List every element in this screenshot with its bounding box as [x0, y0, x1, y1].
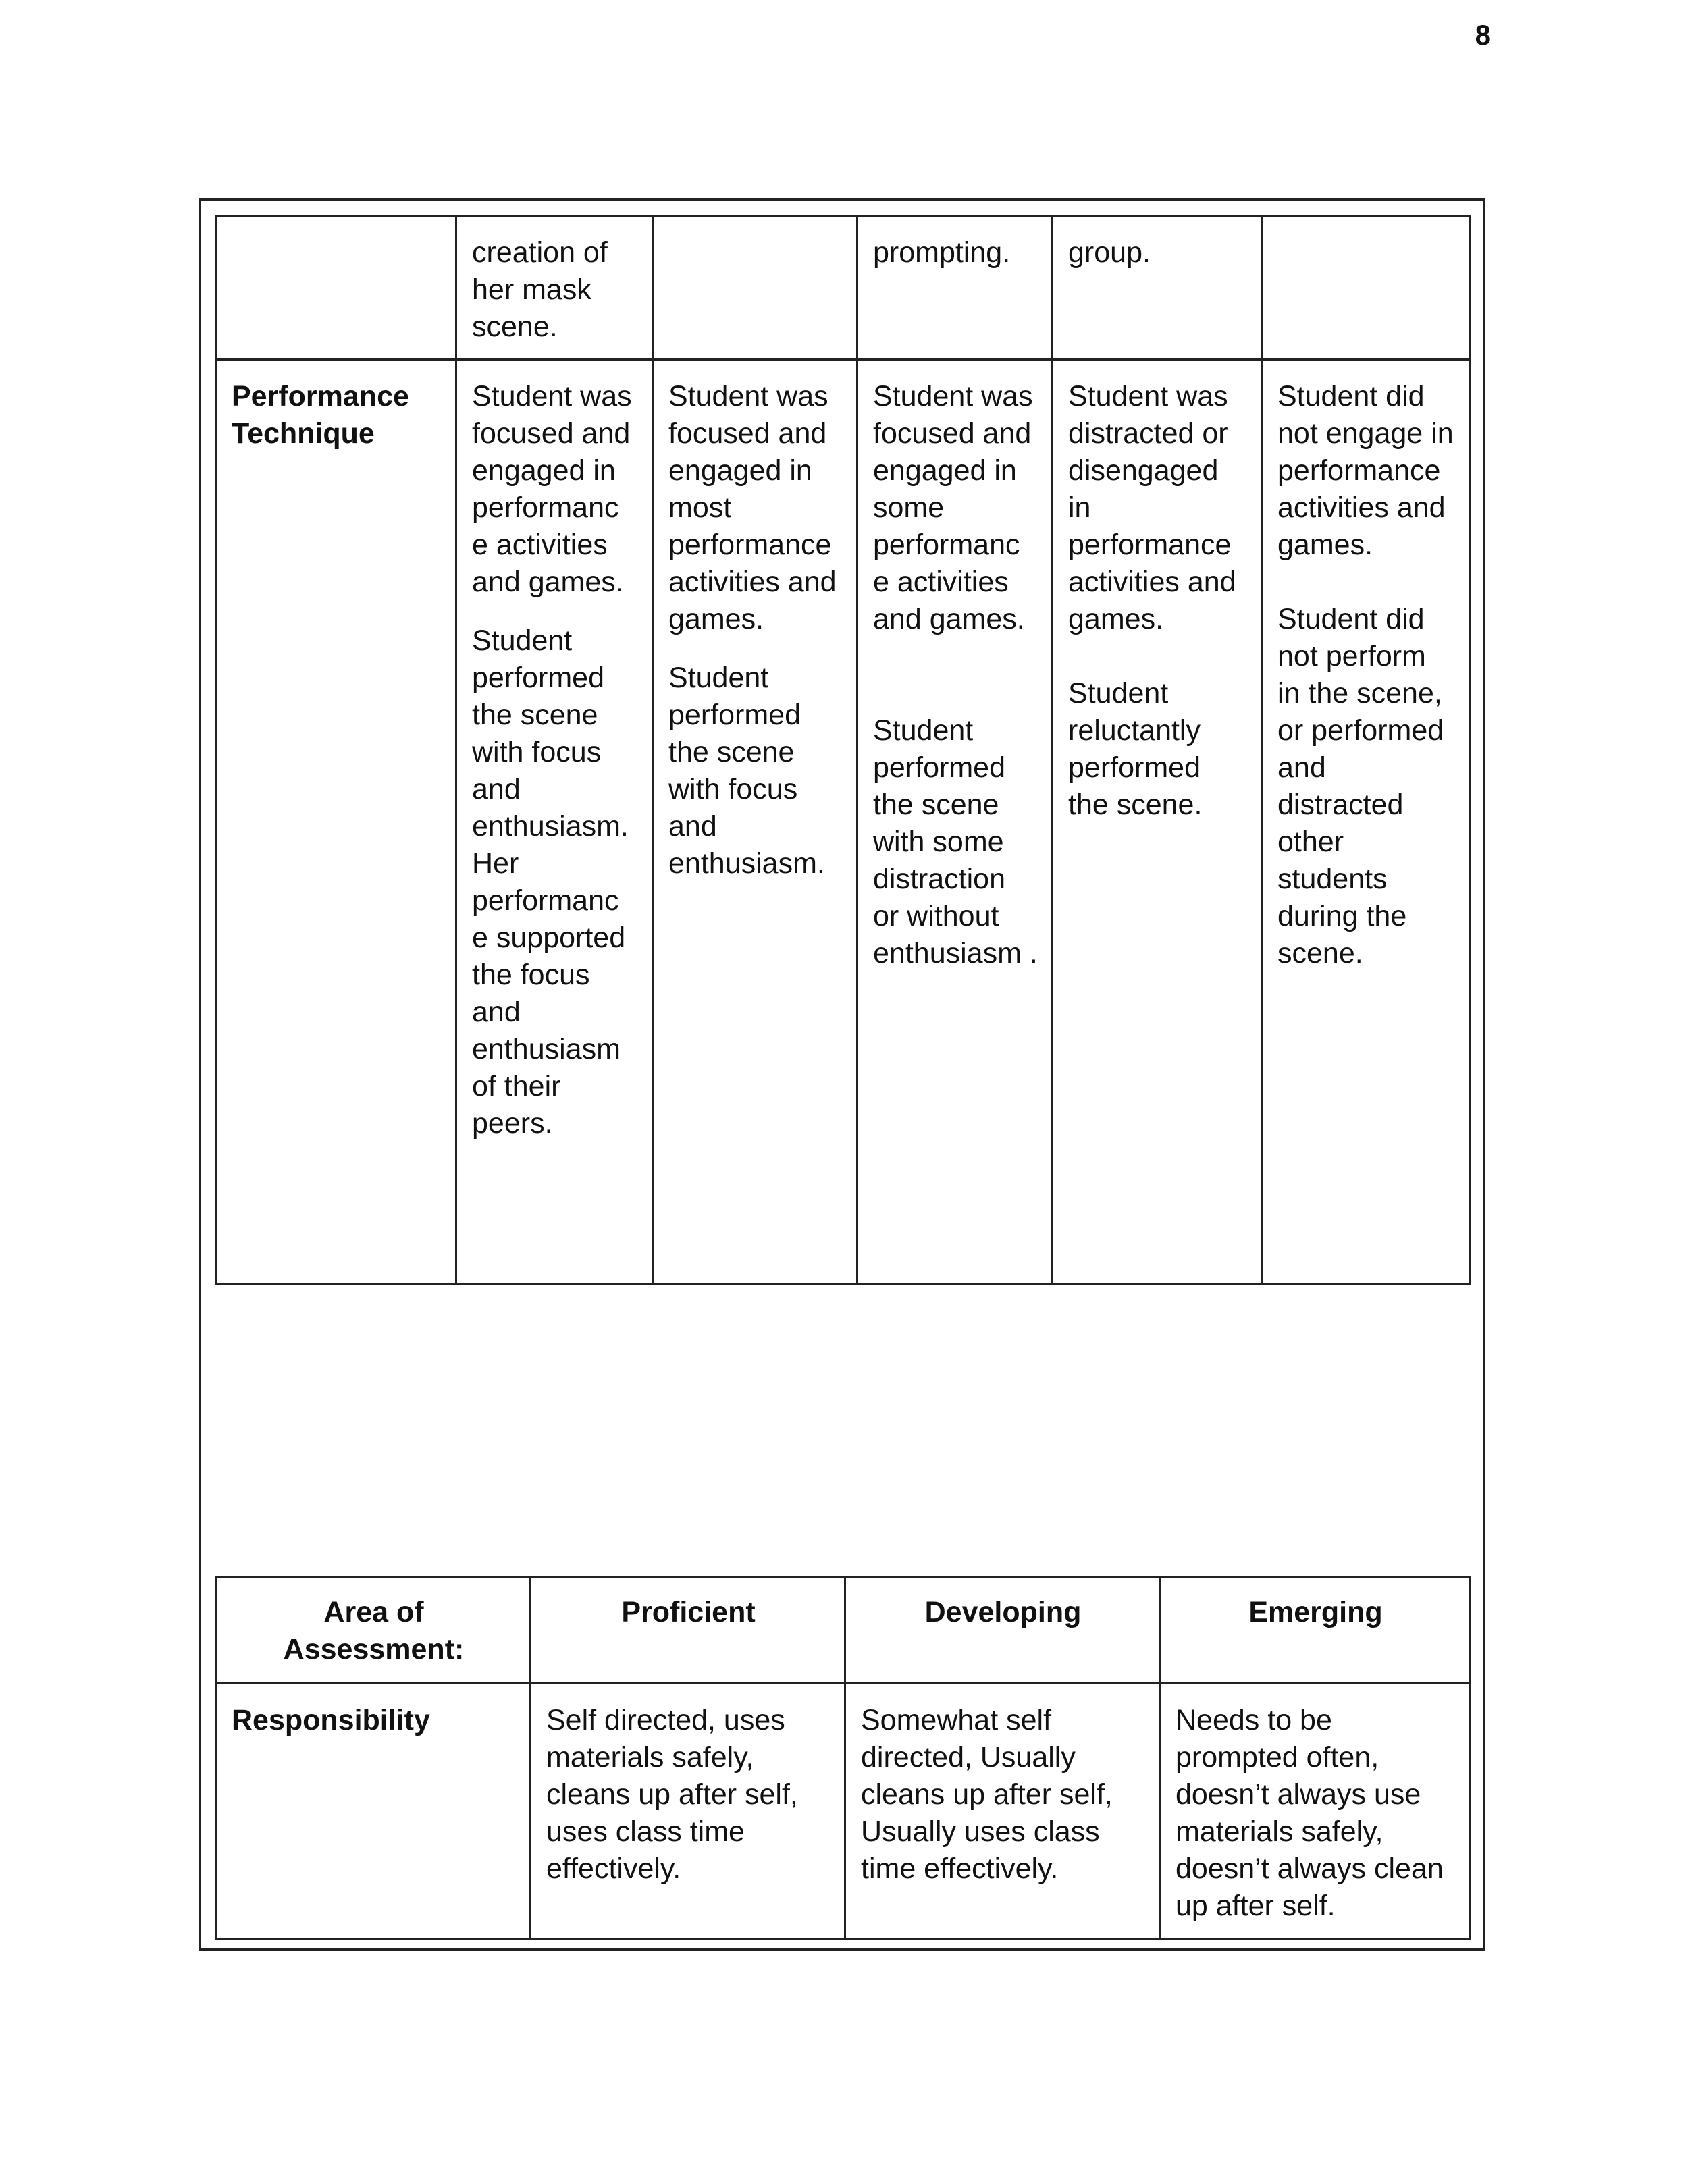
table-cell [456, 360, 653, 1285]
cell-paragraph: Student reluctantly performed the scene. [1068, 677, 1203, 821]
header-area-of-assessment: Area of Assessment: [216, 1577, 531, 1684]
header-emerging: Emerging [1160, 1577, 1471, 1684]
header-proficient: Proficient [531, 1577, 845, 1684]
table-cell [1262, 216, 1471, 360]
table-row [216, 1684, 1471, 1939]
cell-paragraph: Student did not engage in performance activities and games. [1277, 380, 1454, 561]
table-cell [1053, 360, 1262, 1285]
cell-paragraph: Student was focused and engaged in some performanc e activities and games. [873, 380, 1033, 635]
table-cell [653, 360, 858, 1285]
table-row [216, 216, 1471, 360]
cell-paragraph: Student performed the scene with focus and enthusiasm. [668, 662, 825, 880]
cell-paragraph: Student performed the scene with focus and enthusiasm. Her performanc e supported the focus and enthusiasm of their peers. [472, 624, 629, 1140]
cell-paragraph: Student was focused and engaged in most performance activities and games. [668, 380, 837, 635]
table-cell [858, 360, 1053, 1285]
row-label: Responsibility [216, 1684, 531, 1939]
table-cell: Needs to be prompted often, doesn’t always use materials safely, doesn’t always clean up after self. [1160, 1684, 1471, 1939]
table-cell [1262, 360, 1471, 1285]
table-row [216, 360, 1471, 1285]
table-cell: group. [1053, 216, 1262, 360]
performance-rubric-table [215, 215, 1471, 1285]
table-cell: prompting. [858, 216, 1053, 360]
header-developing: Developing [845, 1577, 1160, 1684]
table-cell [216, 216, 456, 360]
cell-paragraph: Student was focused and engaged in performanc e activities and games. [472, 380, 632, 598]
table-cell: Self directed, uses materials safely, cleans up after self, uses class time effectively. [531, 1684, 845, 1939]
table-cell: creation of her mask scene. [456, 216, 653, 360]
cell-paragraph: Student performed the scene with some distraction or without enthusiasm . [873, 714, 1038, 969]
page-number: 8 [1475, 19, 1491, 51]
responsibility-rubric-table [215, 1576, 1471, 1940]
table-cell: Somewhat self directed, Usually cleans up after self, Usually uses class time effectively. [845, 1684, 1160, 1939]
table-header-row [216, 1577, 1471, 1684]
table-cell [653, 216, 858, 360]
cell-paragraph: Student was distracted or disengaged in performance activities and games. [1068, 380, 1236, 635]
row-label: Performance Technique [216, 360, 456, 1285]
cell-paragraph: Student did not perform in the scene, or performed and distracted other students during the scene. [1277, 603, 1444, 969]
